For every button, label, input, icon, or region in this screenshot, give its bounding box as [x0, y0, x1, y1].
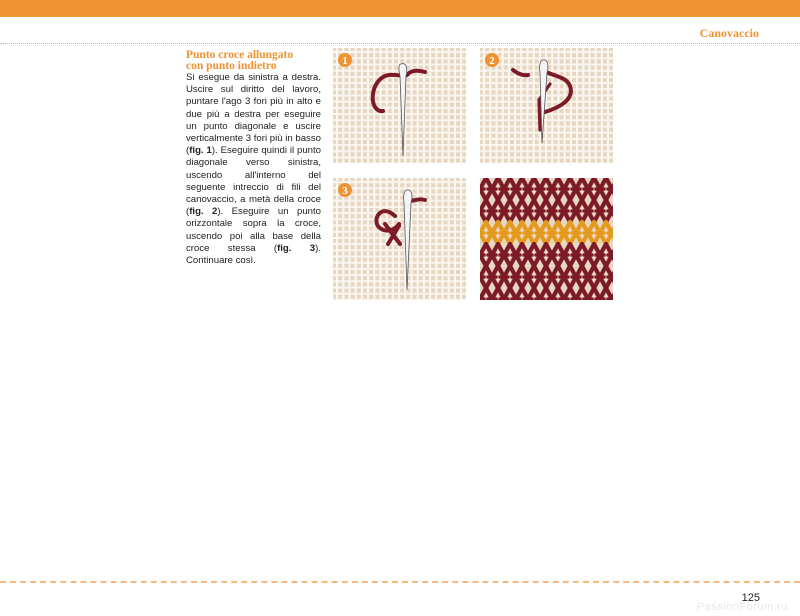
heading-line-1: Punto croce allungato — [186, 49, 294, 61]
figure-1 — [333, 48, 466, 163]
page-number: 125 — [741, 592, 760, 604]
section-title: Canovaccio — [699, 26, 759, 40]
article-heading — [186, 50, 326, 72]
figure-number: 2 — [489, 55, 495, 67]
figure-3 — [333, 178, 466, 300]
finished-stitch-sample — [480, 178, 613, 300]
header-divider — [0, 43, 800, 44]
figure-2 — [480, 48, 613, 163]
top-color-bar — [0, 0, 800, 17]
footer-divider — [0, 581, 800, 583]
figure-number: 3 — [342, 185, 348, 197]
heading-line-2: con punto indietro — [186, 60, 277, 72]
watermark: PassionForum.ru — [696, 601, 788, 613]
figure-number: 1 — [342, 55, 348, 67]
article-body: Si esegue da sinistra a destra. Uscire sul diritto del lavoro, puntare l'ago 3 fori più in alto e due più a destra per eseguire un punto diagonale e uscire verticalmente 3 fori più in basso (fig. 1). Eseguire quindi il punto diagonale verso sinistra, uscendo all'interno del seguente intreccio di fili del canovaccio, a metà della croce (fig. 2). Eseguire un punto orizzontale sopra la croce, uscendo poi alla base della croce stessa (fig. 3). Continuare così. — [186, 72, 322, 267]
